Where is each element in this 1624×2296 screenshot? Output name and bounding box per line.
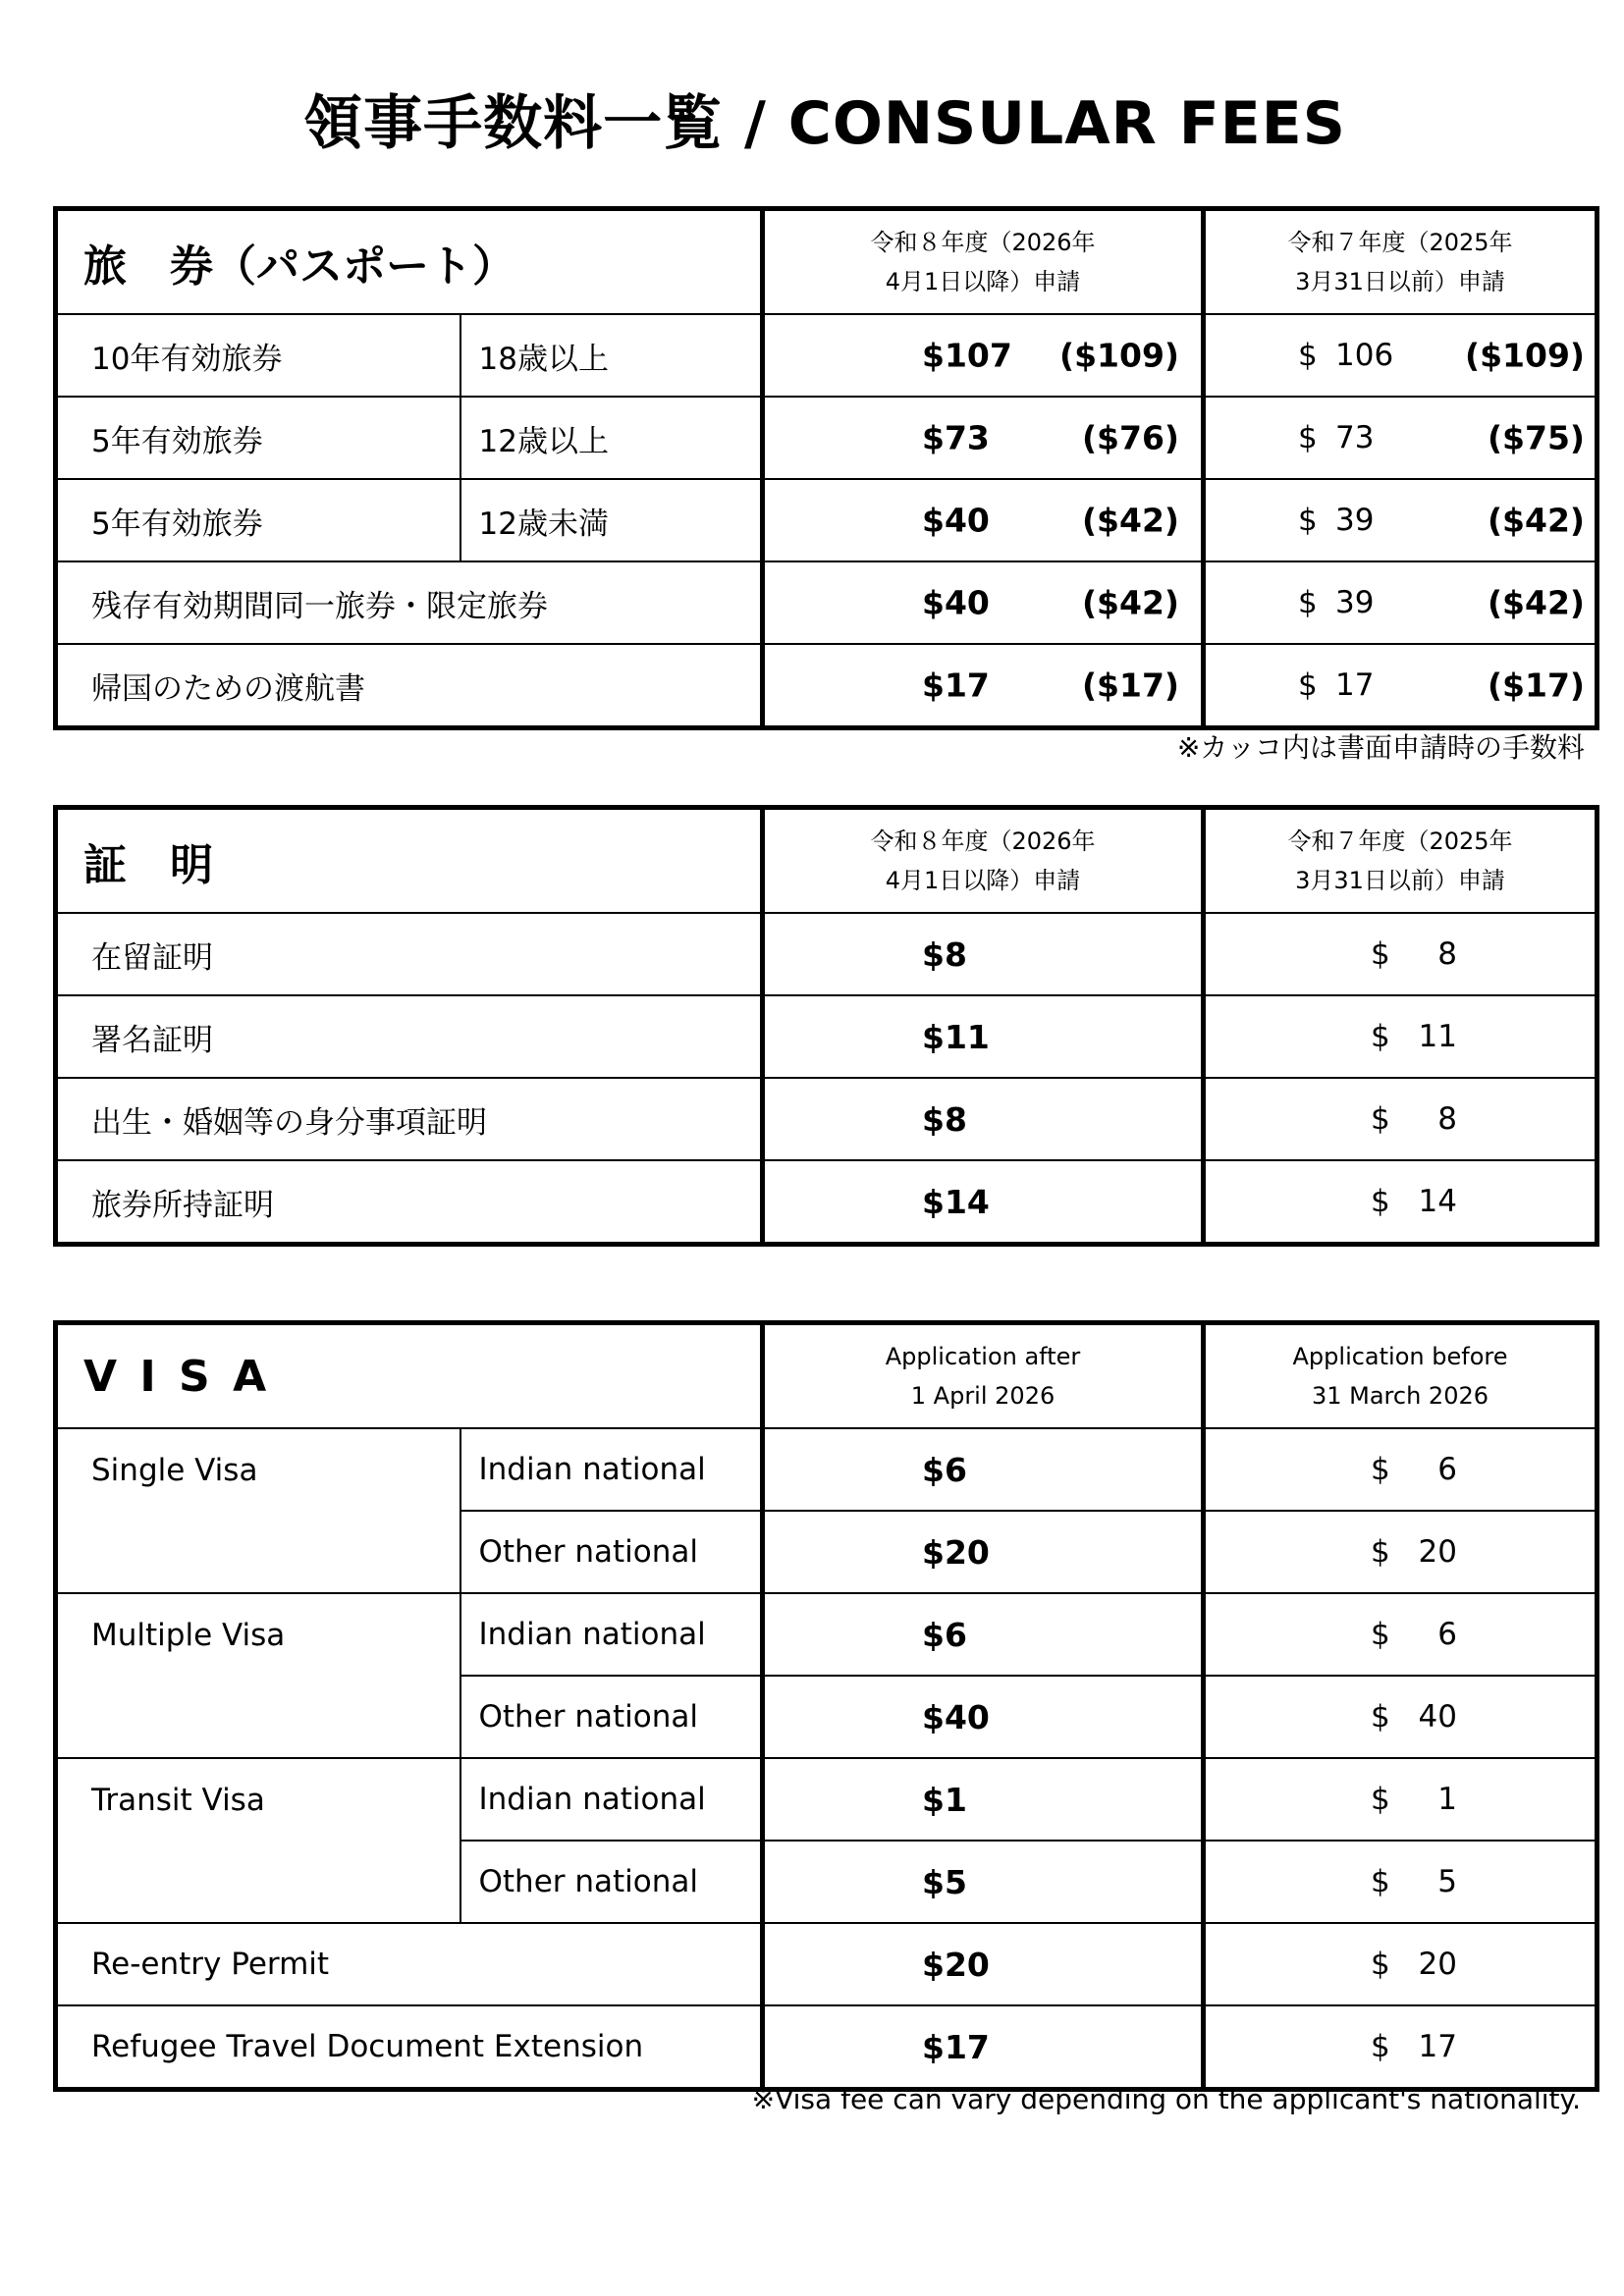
- fee-new: $5: [763, 1841, 1204, 1923]
- fee-old: $ 40: [1204, 1676, 1597, 1758]
- fee-old: $ 6: [1204, 1593, 1597, 1676]
- passport-section-title: 旅 券（パスポート）: [56, 209, 763, 315]
- table-row: [56, 995, 1597, 1078]
- passport-note: ※カッコ内は書面申請時の手数料: [1176, 731, 1585, 764]
- table-row: [56, 561, 1597, 644]
- nationality-label: Indian national: [460, 1593, 763, 1676]
- row-label: 在留証明: [56, 913, 763, 995]
- fee-new: $6: [763, 1593, 1204, 1676]
- table-row: [56, 1923, 1597, 2005]
- visa-section-title: V I S A: [56, 1323, 763, 1429]
- row-label: 残存有効期間同一旅券・限定旅券: [56, 561, 763, 644]
- certificate-fees-table: [53, 805, 1599, 1247]
- fee-new: $8: [763, 913, 1204, 995]
- table-row: [56, 1593, 1597, 1676]
- table-row: [56, 644, 1597, 728]
- col-head-new: Application after 1 April 2026: [763, 1323, 1204, 1429]
- nationality-label: Other national: [460, 1676, 763, 1758]
- fee-old: $ 1: [1204, 1758, 1597, 1841]
- fee-old: $ 17: [1204, 2005, 1597, 2090]
- fee-new: $17: [763, 2005, 1204, 2090]
- fee-new: $14: [763, 1160, 1204, 1245]
- col-head-new: 令和８年度（2026年 4月1日以降）申請: [763, 808, 1204, 914]
- nationality-label: Other national: [460, 1841, 763, 1923]
- row-label: Refugee Travel Document Extension: [56, 2005, 763, 2090]
- fee-old: $ 14: [1204, 1160, 1597, 1245]
- fee-new: $40 ($42): [763, 479, 1204, 561]
- fee-old: $ 20: [1204, 1511, 1597, 1593]
- table-row: [56, 2005, 1597, 2090]
- fee-new: $40: [763, 1676, 1204, 1758]
- visa-type-label: Transit Visa: [56, 1758, 460, 1923]
- col-head-old: 令和７年度（2025年 3月31日以前）申請: [1204, 209, 1597, 315]
- row-label: 5年有効旅券: [56, 397, 460, 479]
- table-row: [56, 397, 1597, 479]
- table-row: [56, 1160, 1597, 1245]
- row-label: 帰国のための渡航書: [56, 644, 763, 728]
- fee-old: $ 8: [1204, 913, 1597, 995]
- table-row: [56, 913, 1597, 995]
- row-label: 旅券所持証明: [56, 1160, 763, 1245]
- table-row: [56, 1078, 1597, 1160]
- fee-old: $ 6: [1204, 1428, 1597, 1511]
- fee-old: $ 8: [1204, 1078, 1597, 1160]
- fee-new: $40 ($42): [763, 561, 1204, 644]
- fee-new: $73 ($76): [763, 397, 1204, 479]
- certificate-section-title: 証 明: [56, 808, 763, 914]
- fee-old: $ 39 ($42): [1204, 561, 1597, 644]
- fee-old: $ 39 ($42): [1204, 479, 1597, 561]
- row-label: Re-entry Permit: [56, 1923, 763, 2005]
- fee-old: $ 106 ($109): [1204, 314, 1597, 397]
- row-label: 署名証明: [56, 995, 763, 1078]
- table-row: [56, 1428, 1597, 1511]
- page-title: 領事手数料一覧 / CONSULAR FEES: [303, 89, 1346, 158]
- nationality-label: Indian national: [460, 1758, 763, 1841]
- row-sublabel: 12歳未満: [460, 479, 763, 561]
- fee-new: $6: [763, 1428, 1204, 1511]
- fee-new: $20: [763, 1923, 1204, 2005]
- nationality-label: Other national: [460, 1511, 763, 1593]
- nationality-label: Indian national: [460, 1428, 763, 1511]
- fee-new: $17 ($17): [763, 644, 1204, 728]
- visa-type-label: Single Visa: [56, 1428, 460, 1593]
- row-label: 5年有効旅券: [56, 479, 460, 561]
- col-head-old: 令和７年度（2025年 3月31日以前）申請: [1204, 808, 1597, 914]
- col-head-new: 令和８年度（2026年 4月1日以降）申請: [763, 209, 1204, 315]
- fee-old: $ 17 ($17): [1204, 644, 1597, 728]
- col-head-old: Application before 31 March 2026: [1204, 1323, 1597, 1429]
- fee-new: $107 ($109): [763, 314, 1204, 397]
- fee-old: $ 5: [1204, 1841, 1597, 1923]
- table-row: [56, 479, 1597, 561]
- table-row: [56, 314, 1597, 397]
- visa-type-label: Multiple Visa: [56, 1593, 460, 1758]
- row-sublabel: 18歳以上: [460, 314, 763, 397]
- fee-old: $ 11: [1204, 995, 1597, 1078]
- fee-old: $ 20: [1204, 1923, 1597, 2005]
- fee-new: $8: [763, 1078, 1204, 1160]
- row-sublabel: 12歳以上: [460, 397, 763, 479]
- fee-new: $20: [763, 1511, 1204, 1593]
- visa-note: ※Visa fee can vary depending on the applicant's nationality.: [751, 2083, 1581, 2115]
- passport-fees-table: [53, 206, 1599, 730]
- row-label: 出生・婚姻等の身分事項証明: [56, 1078, 763, 1160]
- row-label: 10年有効旅券: [56, 314, 460, 397]
- table-row: [56, 1758, 1597, 1841]
- visa-fees-table: [53, 1320, 1599, 2092]
- fee-new: $11: [763, 995, 1204, 1078]
- fee-new: $1: [763, 1758, 1204, 1841]
- fee-old: $ 73 ($75): [1204, 397, 1597, 479]
